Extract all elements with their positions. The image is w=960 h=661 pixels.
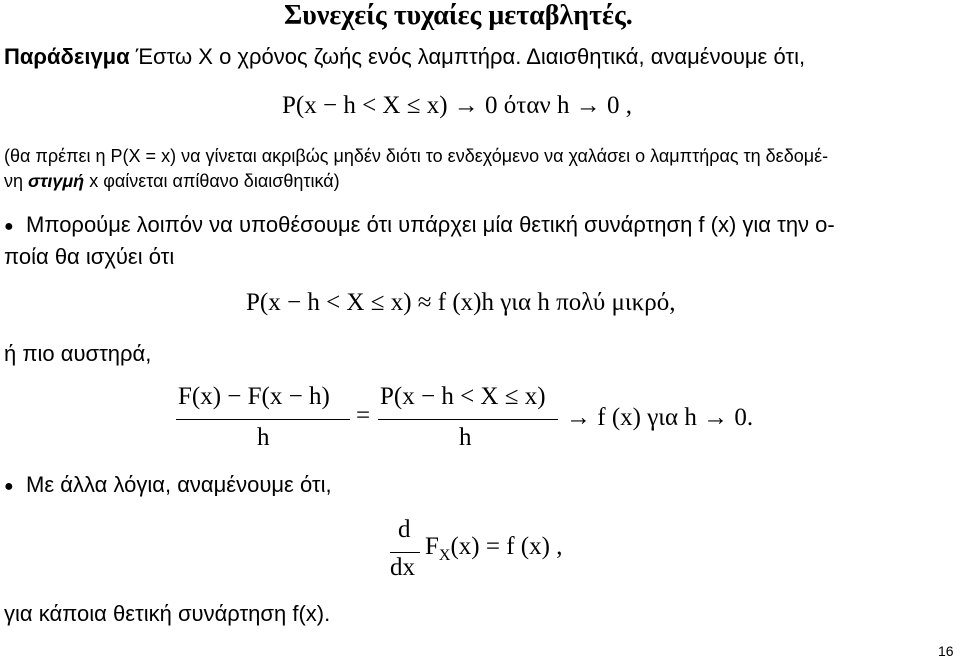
note-rest: x φαίνεται απίθανο διαισθητικά) <box>84 171 340 191</box>
note-prefix: νη <box>4 171 29 191</box>
fraction1-numerator: F(x) − F(x − h) <box>178 383 330 410</box>
example-paragraph <box>4 44 805 70</box>
fraction1-bar <box>176 419 350 420</box>
bullet-icon: ● <box>4 478 14 495</box>
equation-approx: P(x − h < X ≤ x) ≈ f (x)h για h πολύ μικρό, <box>246 289 676 316</box>
example-label: Παράδειγμα <box>4 44 130 69</box>
fraction1-denominator: h <box>257 424 270 451</box>
derivative-denominator: dx <box>390 554 415 581</box>
bullet-icon: ● <box>4 218 14 235</box>
bullet2-text: Με άλλα λόγια, αναμένουμε ότι, <box>26 472 332 497</box>
note-emphasis: στιγμή <box>28 171 85 191</box>
note-line-1: (θα πρέπει η P(X = x) να γίνεται ακριβώς μηδέν διότι το ενδεχόμενο να χαλάσει ο λαμπτήρας τη δεδομέ- <box>4 146 829 166</box>
closing-text: για κάποια θετική συνάρτηση f(x). <box>4 601 331 626</box>
bullet1-line-1: Μπορούμε λοιπόν να υποθέσουμε ότι υπάρχει μία θετική συνάρτηση f (x) για την ο- <box>26 212 835 237</box>
page-title: Συνεχείς τυχαίες μεταβλητές. <box>284 0 633 31</box>
strictly-text: ή πιο αυστηρά, <box>4 341 152 366</box>
bullet1-line-2: ποία θα ισχύει ότι <box>4 244 175 269</box>
fraction2-bar <box>378 419 558 420</box>
derivative-numerator: d <box>398 516 411 543</box>
note-line-2 <box>4 171 340 192</box>
limit-tail: → f (x) για h → 0. <box>566 404 754 431</box>
derivative-tail: (x) = f (x) , <box>450 533 563 560</box>
example-text: Έστω X ο χρόνος ζωής ενός λαμπτήρα. Διαισθητικά, αναμένουμε ότι, <box>135 44 806 69</box>
derivative-expression <box>425 533 562 565</box>
cdf-symbol: F <box>425 533 439 560</box>
derivative-bar <box>390 552 420 553</box>
fraction2-denominator: h <box>459 424 472 451</box>
equation-limit: P(x − h < X ≤ x) → 0 όταν h → 0 , <box>282 92 632 119</box>
cdf-subscript: X <box>438 547 451 564</box>
equals-sign: = <box>356 402 371 429</box>
fraction2-numerator: P(x − h < X ≤ x) <box>380 383 546 410</box>
page-number: 16 <box>938 643 954 659</box>
